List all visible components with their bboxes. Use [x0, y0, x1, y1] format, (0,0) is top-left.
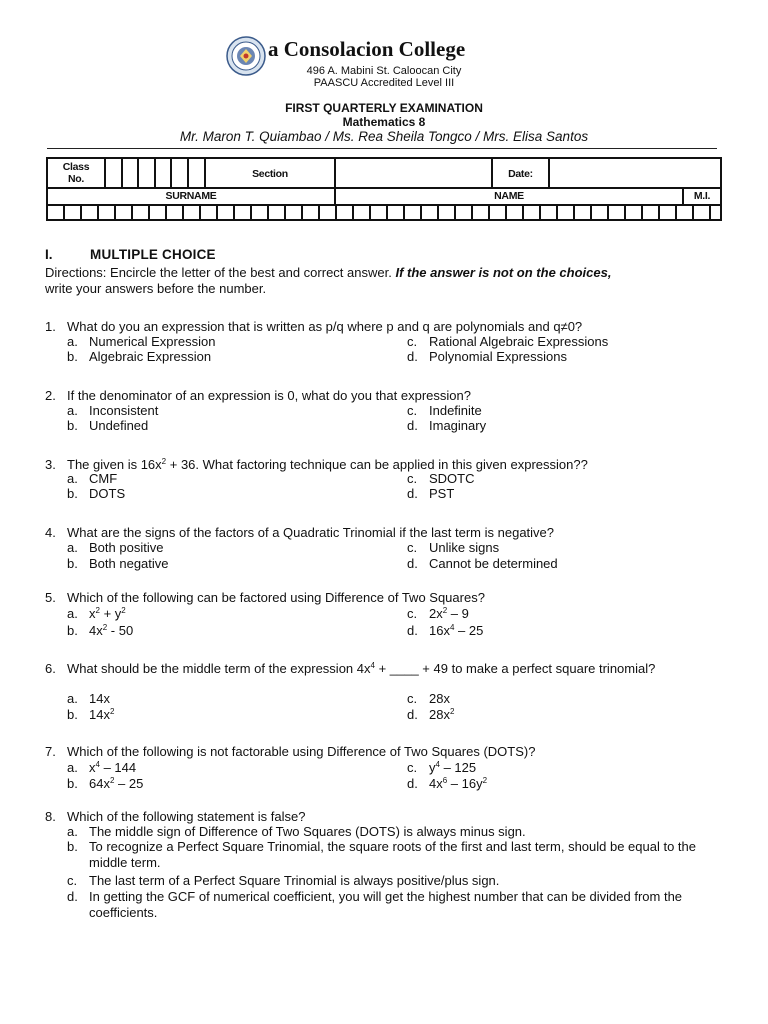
mi-label: M.I. — [693, 190, 711, 202]
option-6c[interactable]: c. 28x — [407, 691, 450, 706]
teachers-line: Mr. Maron T. Quiambao / Ms. Rea Sheila Tongco / Mrs. Elisa Santos — [179, 129, 589, 144]
class-no-label: Class No. — [62, 161, 90, 185]
option-1d[interactable]: d. Polynomial Expressions — [407, 349, 568, 364]
option-2a[interactable]: a. Inconsistent — [67, 403, 159, 418]
option-4b[interactable]: b. Both negative — [67, 556, 169, 571]
option-3a[interactable]: a. CMF — [67, 471, 118, 486]
option-6a[interactable]: a. 14x — [67, 691, 110, 706]
option-7a[interactable]: a. $x^4 - 144$ — [67, 760, 137, 775]
option-7b[interactable]: b. $64x^2 - 25$ — [67, 776, 144, 791]
option-8b[interactable]: b. To recognize a Perfect Square Trinomial, the square roots of the first and last term, should be equal to the middle term. — [67, 839, 697, 870]
option-2d[interactable]: d. Imaginary — [407, 418, 487, 433]
option-8c[interactable]: c. The last term of a Perfect Square Trinomial is always positive/plus sign. — [67, 873, 500, 888]
option-5c[interactable]: c. $2x^2 - 9$ — [407, 606, 469, 621]
option-7d[interactable]: d. $4x^6 - 16y^2$ — [407, 776, 488, 791]
student-info-table — [46, 157, 722, 221]
option-5a[interactable]: a. $x^2 + y^2$ — [67, 606, 126, 621]
section-label: Section — [252, 168, 288, 180]
option-2c[interactable]: c. Indefinite — [407, 403, 482, 418]
option-8d[interactable]: d. In getting the GCF of numerical coefficient, you will get the highest number that can be divided from the coefficients. — [67, 889, 683, 920]
option-3c[interactable]: c. SDOTC — [407, 471, 475, 486]
option-6b[interactable]: b. $14x^2$ — [67, 707, 115, 722]
option-8a[interactable]: a. The middle sign of Difference of Two Squares (DOTS) is always minus sign. — [67, 824, 526, 839]
exam-title: FIRST QUARTERLY EXAMINATION — [285, 101, 483, 115]
name-label: NAME — [494, 190, 524, 202]
option-1c[interactable]: c. Rational Algebraic Expressions — [407, 334, 609, 349]
section-title: MULTIPLE CHOICE — [90, 247, 216, 262]
college-address: 496 A. Mabini St. Caloocan City — [306, 65, 462, 77]
directions: Directions: Encircle the letter of the best and correct answer. If the answer is not on the choices, write your answers before the number. — [45, 265, 612, 296]
college-name: a Consolacion College — [268, 37, 466, 61]
option-5d[interactable]: d. $16x^4 - 25$ — [407, 623, 484, 638]
header-divider — [47, 148, 717, 149]
accreditation: PAASCU Accredited Level III — [313, 77, 455, 89]
option-4d[interactable]: d. Cannot be determined — [407, 556, 558, 571]
option-2b[interactable]: b. Undefined — [67, 418, 149, 433]
option-3d[interactable]: d. PST — [407, 486, 455, 501]
option-1b[interactable]: b. Algebraic Expression — [67, 349, 212, 364]
option-5b[interactable]: b. $4x^2 - 50$ — [67, 623, 134, 638]
option-7c[interactable]: c. $y^4 - 125$ — [407, 760, 477, 775]
date-label: Date: — [508, 168, 533, 180]
option-4c[interactable]: c. Unlike signs — [407, 540, 500, 555]
option-1a[interactable]: a. Numerical Expression — [67, 334, 216, 349]
option-6d[interactable]: d. $28x^2$ — [407, 707, 455, 722]
subject-title: Mathematics 8 — [342, 115, 426, 129]
option-4a[interactable]: a. Both positive — [67, 540, 164, 555]
surname-label: SURNAME — [165, 190, 217, 202]
section-number: I. — [45, 247, 53, 262]
option-3b[interactable]: b. DOTS — [67, 486, 126, 501]
